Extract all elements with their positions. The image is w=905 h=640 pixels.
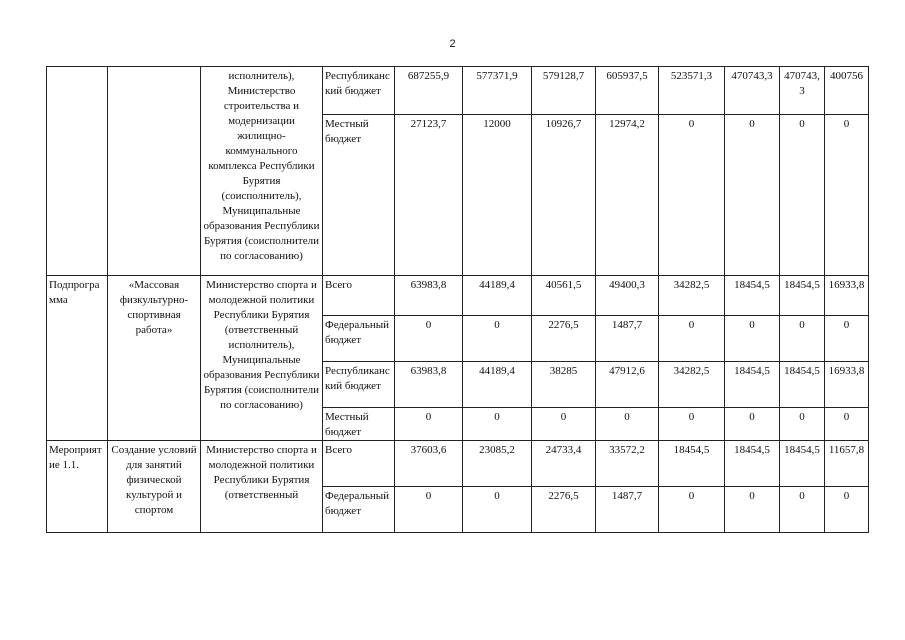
value-cell: 2276,5 — [532, 487, 596, 533]
value-cell: 24733,4 — [532, 441, 596, 487]
value-cell: 579128,7 — [532, 67, 596, 115]
row-executors-cell: Министерство спорта и молодежной политики Республики Бурятия (ответственный исполнитель), Муниципальные образования Республики Бурятия (соисполнители по согласованию) — [201, 276, 323, 441]
value-cell: 23085,2 — [463, 441, 532, 487]
row-type-cell: Подпрограмма — [47, 276, 108, 441]
value-cell: 18454,5 — [659, 441, 725, 487]
value-cell: 577371,9 — [463, 67, 532, 115]
value-cell: 0 — [825, 487, 869, 533]
funding-source-cell: Всего — [323, 441, 395, 487]
value-cell: 10926,7 — [532, 115, 596, 276]
value-cell: 0 — [463, 408, 532, 441]
value-cell: 18454,5 — [780, 362, 825, 408]
value-cell: 16933,8 — [825, 362, 869, 408]
value-cell: 0 — [659, 408, 725, 441]
value-cell: 33572,2 — [596, 441, 659, 487]
row-name-cell — [108, 67, 201, 276]
value-cell: 470743,3 — [780, 67, 825, 115]
value-cell: 0 — [395, 408, 463, 441]
value-cell: 687255,9 — [395, 67, 463, 115]
value-cell: 63983,8 — [395, 276, 463, 316]
value-cell: 0 — [825, 316, 869, 362]
value-cell: 0 — [463, 487, 532, 533]
value-cell: 605937,5 — [596, 67, 659, 115]
value-cell: 0 — [659, 115, 725, 276]
funding-source-cell: Федеральный бюджет — [323, 487, 395, 533]
value-cell: 18454,5 — [780, 276, 825, 316]
value-cell: 18454,5 — [725, 441, 780, 487]
value-cell: 0 — [659, 316, 725, 362]
value-cell: 0 — [463, 316, 532, 362]
value-cell: 0 — [825, 408, 869, 441]
value-cell: 0 — [532, 408, 596, 441]
value-cell: 0 — [395, 487, 463, 533]
value-cell: 0 — [780, 115, 825, 276]
value-cell: 0 — [780, 408, 825, 441]
funding-source-cell: Республиканский бюджет — [323, 362, 395, 408]
row-type-cell — [47, 67, 108, 276]
value-cell: 49400,3 — [596, 276, 659, 316]
budget-table — [46, 66, 869, 533]
value-cell: 0 — [725, 408, 780, 441]
page-number: 2 — [449, 38, 456, 50]
funding-source-cell: Местный бюджет — [323, 115, 395, 276]
value-cell: 0 — [780, 316, 825, 362]
table-row — [47, 67, 869, 115]
table-row — [47, 441, 869, 487]
value-cell: 38285 — [532, 362, 596, 408]
value-cell: 0 — [659, 487, 725, 533]
funding-source-cell: Федеральный бюджет — [323, 316, 395, 362]
value-cell: 1487,7 — [596, 487, 659, 533]
row-executors-cell: Министерство спорта и молодежной политики Республики Бурятия (ответственный — [201, 441, 323, 533]
value-cell: 2276,5 — [532, 316, 596, 362]
row-name-cell: Создание условий для занятий физической культурой и спортом — [108, 441, 201, 533]
row-name-cell: «Массовая физкультурно-спортивная работа» — [108, 276, 201, 441]
value-cell: 12000 — [463, 115, 532, 276]
value-cell: 18454,5 — [725, 276, 780, 316]
value-cell: 0 — [596, 408, 659, 441]
row-type-cell: Мероприятие 1.1. — [47, 441, 108, 533]
value-cell: 523571,3 — [659, 67, 725, 115]
value-cell: 400756 — [825, 67, 869, 115]
value-cell: 44189,4 — [463, 276, 532, 316]
value-cell: 27123,7 — [395, 115, 463, 276]
value-cell: 63983,8 — [395, 362, 463, 408]
funding-source-cell: Местный бюджет — [323, 408, 395, 441]
value-cell: 0 — [825, 115, 869, 276]
value-cell: 18454,5 — [725, 362, 780, 408]
value-cell: 16933,8 — [825, 276, 869, 316]
value-cell: 34282,5 — [659, 362, 725, 408]
value-cell: 44189,4 — [463, 362, 532, 408]
value-cell: 0 — [725, 115, 780, 276]
value-cell: 12974,2 — [596, 115, 659, 276]
value-cell: 34282,5 — [659, 276, 725, 316]
funding-source-cell: Всего — [323, 276, 395, 316]
value-cell: 1487,7 — [596, 316, 659, 362]
value-cell: 0 — [725, 316, 780, 362]
table-row — [47, 276, 869, 316]
value-cell: 0 — [395, 316, 463, 362]
value-cell: 0 — [725, 487, 780, 533]
value-cell: 11657,8 — [825, 441, 869, 487]
value-cell: 47912,6 — [596, 362, 659, 408]
value-cell: 18454,5 — [780, 441, 825, 487]
value-cell: 0 — [780, 487, 825, 533]
funding-source-cell: Республиканский бюджет — [323, 67, 395, 115]
value-cell: 37603,6 — [395, 441, 463, 487]
value-cell: 470743,3 — [725, 67, 780, 115]
row-executors-cell: исполнитель), Министерство строительства и модернизации жилищно-коммунального комплекса Республики Бурятия (соисполнитель), Муниципальные образования Республики Бурятия (соисполнители по согласованию) — [201, 67, 323, 276]
value-cell: 40561,5 — [532, 276, 596, 316]
